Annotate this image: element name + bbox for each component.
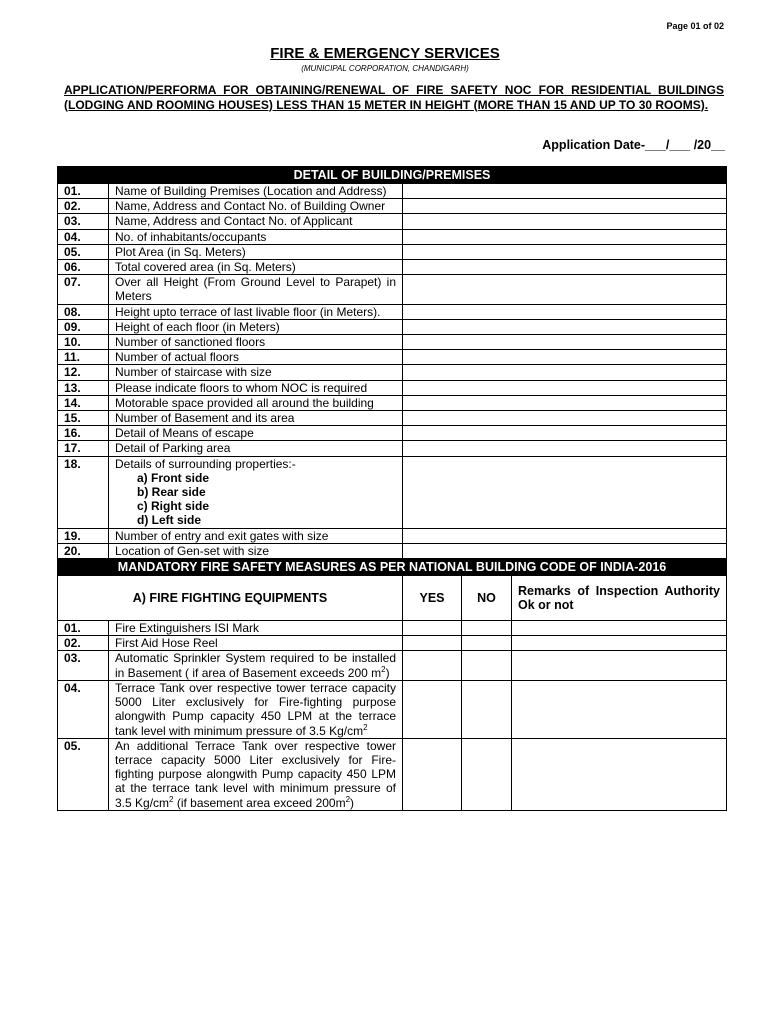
- item-description: Number of sanctioned floors: [109, 335, 403, 350]
- item-number: 03.: [58, 651, 109, 680]
- response-field[interactable]: [403, 350, 727, 365]
- response-field[interactable]: [403, 214, 727, 229]
- item-number: 18.: [58, 456, 109, 528]
- item-description: No. of inhabitants/occupants: [109, 229, 403, 244]
- table-row: [58, 621, 727, 636]
- item-description: Location of Gen-set with size: [109, 543, 403, 558]
- item-number: 06.: [58, 260, 109, 275]
- item-number: 20.: [58, 543, 109, 558]
- remarks-cell[interactable]: [512, 651, 727, 680]
- table-row: [58, 456, 727, 528]
- table-row: [58, 441, 727, 456]
- response-field[interactable]: [403, 199, 727, 214]
- yes-cell[interactable]: [403, 651, 462, 680]
- response-field[interactable]: [403, 244, 727, 259]
- item-number: 02.: [58, 636, 109, 651]
- response-field[interactable]: [403, 411, 727, 426]
- remarks-cell[interactable]: [512, 680, 727, 738]
- table-row: [58, 319, 727, 334]
- table-row: [58, 260, 727, 275]
- response-field[interactable]: [403, 528, 727, 543]
- response-field[interactable]: [403, 184, 727, 199]
- remarks-cell[interactable]: [512, 621, 727, 636]
- item-description: Name, Address and Contact No. of Building Owner: [109, 199, 403, 214]
- response-field[interactable]: [403, 304, 727, 319]
- item-description: Number of actual floors: [109, 350, 403, 365]
- item-description: Number of staircase with size: [109, 365, 403, 380]
- remarks-column-header: Remarks of Inspection Authority Ok or not: [512, 576, 727, 621]
- yes-cell[interactable]: [403, 636, 462, 651]
- item-text: An additional Terrace Tank over respective tower terrace capacity 5000 Liter exclusively for Fire-fighting purpose alongwith Pump capacity 450 LPM at the terrace tank level with minimum pressure of 3.5 Kg/cm: [115, 738, 396, 810]
- table-row: [58, 214, 727, 229]
- surrounding-property-side: b) Rear side: [137, 485, 206, 500]
- item-text: Terrace Tank over respective tower terrace capacity 5000 Liter exclusively for Fire-fighting purpose alongwith Pump capacity 450 LPM at the terrace tank level with minimum pressure of 3.5 Kg/cm: [115, 680, 396, 738]
- item-description: Plot Area (in Sq. Meters): [109, 244, 403, 259]
- response-field[interactable]: [403, 229, 727, 244]
- table-row: [58, 199, 727, 214]
- response-field[interactable]: [403, 441, 727, 456]
- table-row: [58, 350, 727, 365]
- org-title: FIRE & EMERGENCY SERVICES: [270, 45, 500, 62]
- item-number: 04.: [58, 229, 109, 244]
- superscript: 2: [169, 794, 174, 804]
- table-row: [58, 229, 727, 244]
- item-description: Motorable space provided all around the building: [109, 395, 403, 410]
- item-text: Fire Extinguishers ISI Mark: [115, 621, 260, 636]
- table-row: [58, 680, 727, 738]
- item-text: First Aid Hose Reel: [115, 636, 218, 651]
- table-row: [58, 636, 727, 651]
- table-row: [58, 244, 727, 259]
- item-description: [109, 636, 403, 651]
- item-description: Detail of Parking area: [109, 441, 403, 456]
- yes-cell[interactable]: [403, 621, 462, 636]
- item-number: 08.: [58, 304, 109, 319]
- no-cell[interactable]: [462, 636, 512, 651]
- no-column-header: NO: [462, 576, 512, 621]
- response-field[interactable]: [403, 275, 727, 304]
- table-row: [58, 275, 727, 304]
- item-number: 14.: [58, 395, 109, 410]
- item-description: Height of each floor (in Meters): [109, 319, 403, 334]
- item-number: 09.: [58, 319, 109, 334]
- org-subtitle: (MUNICIPAL CORPORATION, CHANDIGARH): [301, 64, 469, 73]
- yes-cell[interactable]: [403, 680, 462, 738]
- surrounding-properties-label: Details of surrounding properties:-: [115, 456, 296, 471]
- surrounding-property-side: c) Right side: [137, 499, 210, 514]
- noc-form-table: [57, 166, 727, 811]
- item-description: Number of entry and exit gates with size: [109, 528, 403, 543]
- table-row: [58, 304, 727, 319]
- item-number: 10.: [58, 335, 109, 350]
- table-row: [58, 380, 727, 395]
- item-number: 07.: [58, 275, 109, 304]
- mandatory-section-heading: MANDATORY FIRE SAFETY MEASURES AS PER NATIONAL BUILDING CODE OF INDIA-2016: [58, 559, 727, 576]
- response-field[interactable]: [403, 543, 727, 558]
- item-description: Please indicate floors to whom NOC is required: [109, 380, 403, 395]
- item-description: Height upto terrace of last livable floor (in Meters).: [109, 304, 403, 319]
- page-number: Page 01 of 02: [666, 21, 724, 31]
- item-text-tail: (if basement area exceed 200m: [173, 795, 346, 810]
- yes-column-header: YES: [403, 576, 462, 621]
- response-field[interactable]: [403, 395, 727, 410]
- response-field[interactable]: [403, 319, 727, 334]
- no-cell[interactable]: [462, 621, 512, 636]
- item-description: Over all Height (From Ground Level to Parapet) in Meters: [109, 275, 403, 304]
- table-row: [58, 395, 727, 410]
- table-row: [58, 528, 727, 543]
- item-description: Number of Basement and its area: [109, 411, 403, 426]
- item-number: 04.: [58, 680, 109, 738]
- item-description: [109, 680, 403, 738]
- remarks-cell[interactable]: [512, 636, 727, 651]
- item-number: 17.: [58, 441, 109, 456]
- building-section-heading: DETAIL OF BUILDING/PREMISES: [58, 167, 727, 184]
- equipment-column-header: [58, 576, 727, 621]
- table-row: [58, 335, 727, 350]
- surrounding-property-side: d) Left side: [137, 513, 202, 528]
- remarks-cell[interactable]: [512, 738, 727, 810]
- item-number: 16.: [58, 426, 109, 441]
- no-cell[interactable]: [462, 651, 512, 680]
- table-row: [58, 738, 727, 810]
- application-title: APPLICATION/PERFORMA FOR OBTAINING/RENEWAL OF FIRE SAFETY NOC FOR RESIDENTIAL BUILDINGS (LODGING AND ROOMING HOUSES) LESS THAN 15 METER IN HEIGHT (MORE THAN 15 AND UP TO 30 ROOMS).: [64, 83, 724, 112]
- item-number: 05.: [58, 244, 109, 259]
- table-row: [58, 426, 727, 441]
- item-number: 11.: [58, 350, 109, 365]
- item-number: 13.: [58, 380, 109, 395]
- item-description: [109, 651, 403, 680]
- response-field[interactable]: [403, 260, 727, 275]
- item-number: 03.: [58, 214, 109, 229]
- item-number: 19.: [58, 528, 109, 543]
- item-text-tail: ): [350, 795, 355, 810]
- superscript: 2: [381, 664, 386, 674]
- no-cell[interactable]: [462, 738, 512, 810]
- table-row: [58, 543, 727, 558]
- table-row: [58, 184, 727, 199]
- item-number: 15.: [58, 411, 109, 426]
- item-description: [109, 456, 403, 528]
- item-number: 01.: [58, 184, 109, 199]
- item-description: Name of Building Premises (Location and Address): [109, 184, 403, 199]
- fire-fighting-equipments-heading: A) FIRE FIGHTING EQUIPMENTS: [58, 576, 403, 621]
- item-text: Automatic Sprinkler System required to be installed in Basement ( if area of Basement exceeds 200 m: [115, 651, 396, 680]
- item-number: 05.: [58, 738, 109, 810]
- item-description: Total covered area (in Sq. Meters): [109, 260, 403, 275]
- item-description: [109, 738, 403, 810]
- response-field[interactable]: [403, 335, 727, 350]
- table-row: [58, 411, 727, 426]
- item-number: 12.: [58, 365, 109, 380]
- item-number: 02.: [58, 199, 109, 214]
- response-field[interactable]: [403, 426, 727, 441]
- superscript: 2: [363, 722, 368, 732]
- yes-cell[interactable]: [403, 738, 462, 810]
- superscript: 2: [345, 794, 351, 804]
- response-field[interactable]: [403, 380, 727, 395]
- item-description: Name, Address and Contact No. of Applicant: [109, 214, 403, 229]
- table-row: [58, 365, 727, 380]
- item-description: Detail of Means of escape: [109, 426, 403, 441]
- item-text-tail: ): [385, 665, 390, 680]
- no-cell[interactable]: [462, 680, 512, 738]
- item-description: [109, 621, 403, 636]
- item-number: 01.: [58, 621, 109, 636]
- table-row: [58, 651, 727, 680]
- surrounding-property-side: a) Front side: [137, 470, 210, 485]
- response-field[interactable]: [403, 365, 727, 380]
- response-field[interactable]: [403, 456, 727, 528]
- application-date: Application Date-___/___ /20__: [542, 138, 725, 152]
